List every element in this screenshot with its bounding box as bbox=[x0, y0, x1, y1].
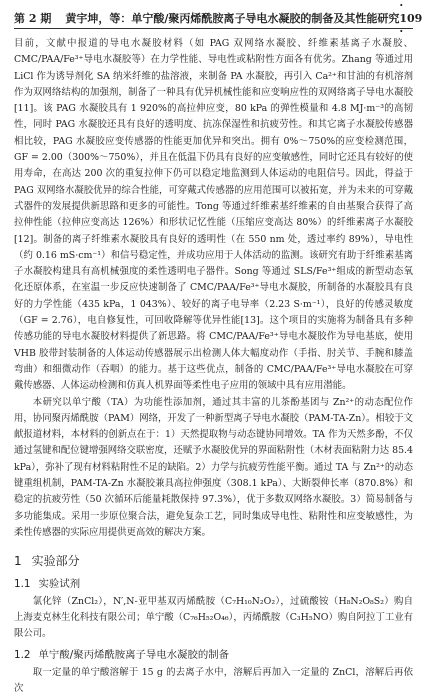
section-number: 1 bbox=[14, 554, 22, 569]
section-title: 实验部分 bbox=[31, 554, 80, 569]
subsection-title: 实验试剂 bbox=[38, 577, 81, 590]
issue-number: 第 2 期 bbox=[14, 12, 52, 25]
paragraph-1: 目前，文献中报道的导电水凝胶材料（如 PAG 双网络水凝胶、纤维素基离子水凝胶、CMC/PAA/Fe³⁺导电水凝胶等）在力学性能、导电性或粘附性方面各有优劣。Zhang 等通过用 LiCl 作为诱导剂化 SA 纳米纤维的盐溶液，来制备 PA 水凝胶，再引入 Ca²⁺和甘油的有机溶剂作为双网络结构的加强剂，制备了一种具有优异机械性能和应变响应性的双网络离子导电水凝胶[11]。该 PAG 水凝胶具有 1 920%的高拉伸应变，80 kPa 的弹性模量和 4.8 MJ·m⁻³的高韧性，同时 PAG 水凝胶还具有良好的透明度、抗冻保湿性和抗疲劳性。和其它离子水凝胶传感器相比较，PAG 水凝胶应变传感器的性能更加优异和突出。拥有 0%～750%的应变检测范围，GF = 2.00（300%～750%），并且在低温下仍具有良好的应变敏感性，同时它还具有较好的使用寿命，在高达 200 次的重复拉伸下仍可以稳定地监测到人体运动的电阻信号。因此，得益于 PAG 双网络水凝胶优异的综合性能，可穿戴式传感器的应用范围可以被拓宽，并为未来的可穿戴式器件的发展提供新思路和更多的可能性。Tong 等通过纤维素基纤维素的自由基聚合获得了高拉伸性能（拉伸应变高达 126%）和形状记忆性能（压缩应变高达 80%）的纤维素离子水凝胶[12]。制备的离子纤维素水凝胶具有良好的透明性（在 550 nm 处，透过率约 89%），导电性（约 0.16 mS·cm⁻¹）和信号稳定性，并成功应用于人体活动的监测。该研究有助于纤维素基离子水凝胶构建具有高机械强度的柔性透明电子器件。Song 等通过 SLS/Fe³⁺组成的新型动态氧化还原体系，在室温一步反应快速制备了 CMC/PAA/Fe³⁺导电水凝胶，所制备的水凝胶具有良好的力学性能（435 kPa，1 043%）、较好的离子电导率（2.23 S·m⁻¹），良好的传感灵敏度（GF = 2.76），电自修复性，可回收降解等优异性能[13]。这个项目的实施将为制备具有多种传感功能的导电水凝胶材料提供了新思路。将 CMC/PAA/Fe³⁺导电水凝胶作为导电基底，使用 VHB 胶带封装制备的人体运动传感器展示出检测人体大幅度动作（手指、肘关节、手腕和膝盖弯曲）和细微动作（吞咽）的能力。基于这些优点，制备的 CMC/PAA/Fe³⁺导电水凝胶在可穿戴传感器、人体运动检测和仿真人机界面等柔性电子应用的领域中具有应用潜能。 bbox=[14, 38, 413, 392]
running-header bbox=[14, 0, 423, 38]
section-heading-1 bbox=[14, 553, 413, 569]
article-body bbox=[14, 36, 413, 698]
subsection-number: 1.1 bbox=[14, 577, 31, 590]
header-left bbox=[14, 10, 399, 26]
subsection-heading-1-1 bbox=[14, 576, 413, 592]
reagents-paragraph: 氯化锌（ZnCl₂），N′,N-亚甲基双丙烯酰胺（C₇H₁₀N₂O₂），过硫酸铵（H₈N₂O₈S₂）购自上海麦克林生化科技有限公司；单宁酸（C₇₆H₅₂O₄₆），丙烯酰胺（C₃H₅NO）购自阿拉丁工业有限公司。 bbox=[14, 595, 413, 640]
subsection-title: 单宁酸/聚丙烯酰胺离子导电水凝胶的制备 bbox=[38, 648, 230, 661]
subsection-heading-1-2 bbox=[14, 647, 413, 663]
paragraph-2: 本研究以单宁酸（TA）为功能性添加剂，通过其丰富的儿茶酚基团与 Zn²⁺的动态配位作用，协同聚丙烯酰胺（PAM）网络，开发了一种新型离子导电水凝胶（PAM-TA-Zn）。相较于文献报道材料，本材料的创新点在于：1）天然提取物与动态键协同增效。TA 作为天然多酚，不仅通过氢键和配位键增强网络交联密度，还赋予水凝胶优异的界面粘附性（木材表面粘附力达 85.4 kPa），弥补了现有材料粘附性不足的缺陷。2）力学与抗疲劳性能平衡。通过 TA 与 Zn²⁺的动态键重组机制，PAM-TA-Zn 水凝胶兼具高拉伸强度（308.1 kPa）、大断裂伸长率（870.8%）和稳定的抗疲劳性（50 次循环后能量耗散保持 97.3%），优于多数双网络水凝胶。3）简易制备与多功能集成。采用一步原位聚合法，避免复杂工艺，同时集成导电性、粘附性和应变敏感性，为柔性传感器的实际应用提供更高效的解决方案。 bbox=[14, 396, 413, 538]
running-title: 黄宇坤，等：单宁酸/聚丙烯酰胺离子导电水凝胶的制备及其性能研究 bbox=[65, 12, 400, 25]
header-rule bbox=[14, 28, 413, 29]
preparation-paragraph: 取一定量的单宁酸溶解于 15 g 的去离子水中，溶解后再加入一定量的 ZnCl，溶解后再依次 bbox=[14, 666, 413, 695]
page-number: · 109 · bbox=[399, 0, 423, 38]
subsection-number: 1.2 bbox=[14, 648, 31, 661]
